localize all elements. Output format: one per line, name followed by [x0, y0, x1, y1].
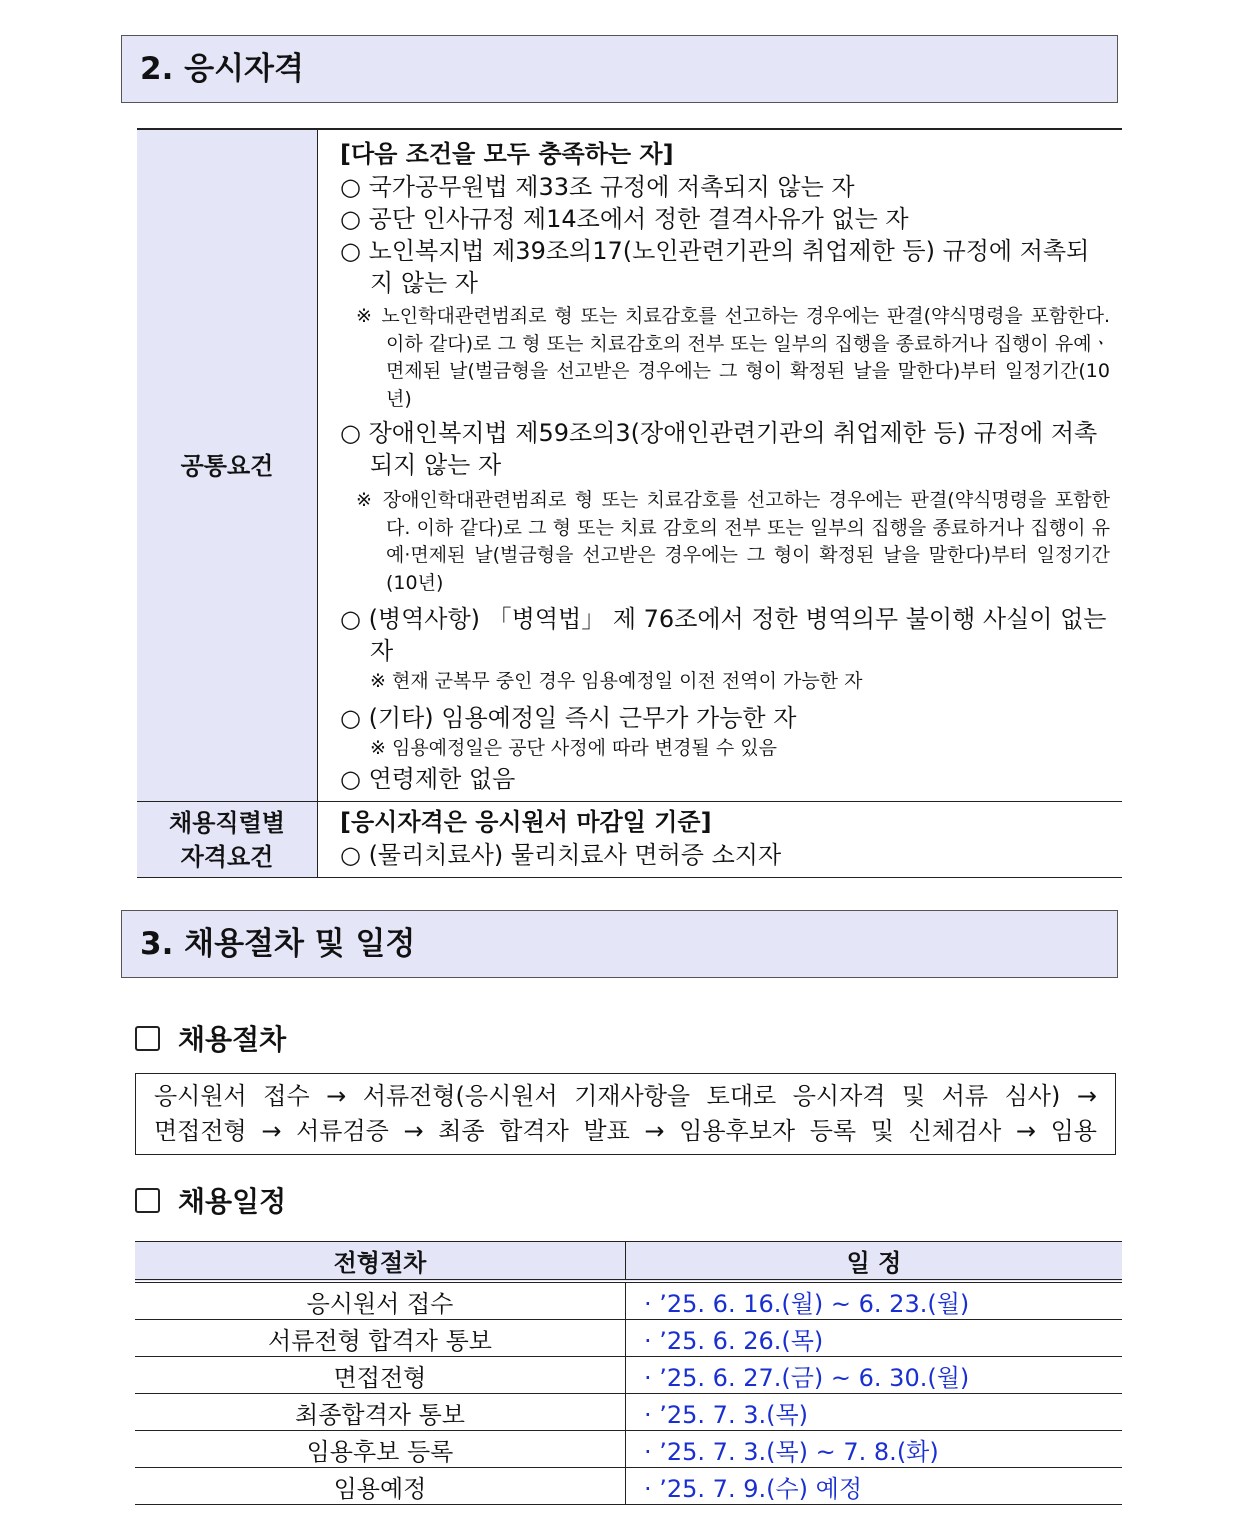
table-row [135, 1357, 1122, 1394]
schedule-step: 임용예정 [135, 1468, 626, 1505]
procedure-heading: 채용절차 [178, 1023, 287, 1056]
schedule-date: · ’25. 7. 9.(수) 예정 [626, 1468, 1123, 1505]
schedule-header-row [135, 1242, 1122, 1282]
table-row [135, 1468, 1122, 1505]
common-item-7: ○ 연령제한 없음 [340, 765, 516, 793]
schedule-date: · ’25. 6. 27.(금) ~ 6. 30.(월) [626, 1357, 1123, 1394]
common-item-6: ○ (기타) 임용예정일 즉시 근무가 가능한 자 [340, 704, 797, 732]
common-requirements-row [137, 130, 1122, 801]
common-label-text: 공통요건 [180, 451, 274, 480]
schedule-heading-row [135, 1180, 286, 1220]
job-item: ○ (물리치료사) 물리치료사 면허증 소지자 [340, 841, 782, 869]
job-requirements-label [137, 802, 318, 877]
common-item-5: ○ (병역사항) 「병역법」 제 76조에서 정한 병역의무 불이행 사실이 없는 자 [340, 605, 1107, 665]
schedule-date: · ’25. 7. 3.(목) [626, 1394, 1123, 1431]
table-row [135, 1394, 1122, 1431]
schedule-step: 최종합격자 통보 [135, 1394, 626, 1431]
procedure-box [135, 1073, 1116, 1155]
job-heading: [응시자격은 응시원서 마감일 기준] [340, 808, 712, 836]
common-requirements-label [137, 130, 318, 801]
schedule-col-date: 일 정 [626, 1242, 1123, 1282]
procedure-line-2: 면접전형 → 서류검증 → 최종 합격자 발표 → 임용후보자 등록 및 신체검사 → 임용 [154, 1117, 1097, 1145]
common-requirements-body [318, 130, 1122, 801]
section-2-title: 2. 응시자격 [140, 51, 304, 87]
schedule-step: 서류전형 합격자 통보 [135, 1320, 626, 1357]
section-3-header [121, 910, 1118, 978]
schedule-table [135, 1241, 1122, 1505]
table-row [135, 1320, 1122, 1357]
common-heading: [다음 조건을 모두 충족하는 자] [340, 140, 674, 168]
job-label-line-1: 채용직렬별 [169, 808, 285, 837]
schedule-date: · ’25. 6. 26.(목) [626, 1320, 1123, 1357]
common-item-3: ○ 노인복지법 제39조의17(노인관련기관의 취업제한 등) 규정에 저촉되지 않는 자 [340, 237, 1090, 297]
section-3-title: 3. 채용절차 및 일정 [140, 926, 416, 962]
common-note-1: ※ 노인학대관련범죄로 형 또는 치료감호를 선고하는 경우에는 판결(약식명령을 포함한다. 이하 같다)로 그 형 또는 치료감호의 전부 또는 일부의 집행을 종료하거나 집행이 유예ㆍ면제된 날(벌금형을 선고받은 경우에는 그 형이 확정된 날을 말한다)부터 일정기간(10년) [356, 305, 1110, 410]
procedure-line-1: 응시원서 접수 → 서류전형(응시원서 기재사항을 토대로 응시자격 및 서류 심사) → [154, 1082, 1097, 1110]
common-item-4: ○ 장애인복지법 제59조의3(장애인관련기관의 취업제한 등) 규정에 저촉되지 않는 자 [340, 419, 1098, 479]
schedule-date: · ’25. 7. 3.(목) ~ 7. 8.(화) [626, 1431, 1123, 1468]
job-label-line-2: 자격요건 [180, 842, 274, 871]
common-note-2: ※ 장애인학대관련범죄로 형 또는 치료감호를 선고하는 경우에는 판결(약식명령을 포함한다. 이하 같다)로 그 형 또는 치료 감호의 전부 또는 일부의 집행을 종료하거나 집행이 유예·면제된 날(벌금형을 선고받은 경우에는 그 형이 확정된 날을 말한다)부터 일정기간(10년) [356, 489, 1110, 594]
schedule-heading: 채용일정 [178, 1185, 287, 1218]
checkbox-icon [135, 1026, 160, 1051]
procedure-heading-row [135, 1018, 286, 1058]
schedule-step: 면접전형 [135, 1357, 626, 1394]
schedule-date: · ’25. 6. 16.(월) ~ 6. 23.(월) [626, 1281, 1123, 1320]
qualification-table [137, 128, 1122, 878]
job-requirements-body [318, 802, 1122, 877]
schedule-col-step: 전형절차 [135, 1242, 626, 1282]
table-row [135, 1431, 1122, 1468]
schedule-step: 임용후보 등록 [135, 1431, 626, 1468]
table-row [135, 1281, 1122, 1320]
common-note-3: ※ 현재 군복무 중인 경우 임용예정일 이전 전역이 가능한 자 [370, 670, 863, 692]
common-item-1: ○ 국가공무원법 제33조 규정에 저촉되지 않는 자 [340, 173, 855, 201]
common-note-4: ※ 임용예정일은 공단 사정에 따라 변경될 수 있음 [370, 737, 777, 759]
checkbox-icon [135, 1188, 160, 1213]
section-2-header [121, 35, 1118, 103]
common-item-2: ○ 공단 인사규정 제14조에서 정한 결격사유가 없는 자 [340, 205, 909, 233]
job-requirements-row [137, 801, 1122, 877]
schedule-step: 응시원서 접수 [135, 1281, 626, 1320]
